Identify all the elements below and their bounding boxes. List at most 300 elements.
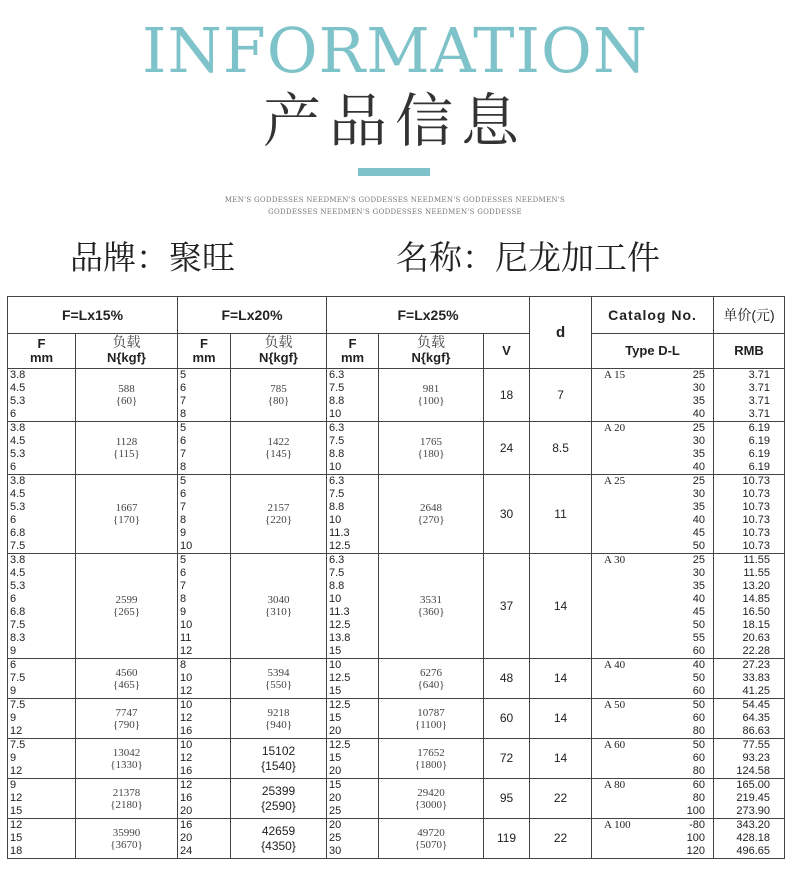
load20-cell: [231, 369, 327, 422]
dl-length: 80: [692, 792, 706, 804]
type-dl-cell: [592, 422, 714, 436]
f15-value: 6.8: [8, 527, 76, 540]
dl-length: 30: [692, 567, 706, 579]
tagline-line-1: MEN'S GODDESSES NEEDMEN'S GODDESSES NEEDMEN'S GODDESSES NEEDMEN'S: [224, 196, 566, 204]
rmb-price: 33.83: [714, 672, 785, 685]
type-dl-cell: [592, 765, 714, 779]
type-dl-cell: [592, 672, 714, 685]
dl-length: 50: [692, 540, 706, 552]
load25-n: 1765: [420, 436, 442, 448]
header-f15: F=Lx15%: [8, 297, 178, 334]
type-dl-cell: [592, 752, 714, 765]
load20-cell: [231, 659, 327, 699]
d-value: 22: [530, 779, 592, 819]
info-title-en: INFORMATION: [141, 14, 649, 87]
load25-kgf: {360}: [417, 606, 445, 618]
dl-length: 120: [686, 845, 706, 857]
v-value: 72: [484, 739, 530, 779]
load20-kgf: {4350}: [261, 838, 296, 853]
f15-value: 12: [8, 725, 76, 739]
dl-length: 100: [686, 805, 706, 817]
load15-n: 588: [118, 383, 135, 395]
load25-cell: [379, 422, 484, 475]
type-dl-cell: [592, 832, 714, 845]
table-row: [8, 659, 785, 673]
f20-value: 7: [178, 448, 231, 461]
rmb-price: 11.55: [714, 554, 785, 568]
f25-value: 15: [327, 779, 379, 793]
rmb-price: 13.20: [714, 580, 785, 593]
f15-value: 7.5: [8, 540, 76, 554]
header-rmb: RMB: [714, 334, 785, 369]
load25-cell: [379, 739, 484, 779]
f15-value: 18: [8, 845, 76, 859]
f15-value: 5.3: [8, 501, 76, 514]
load20-kgf: {310}: [264, 606, 293, 618]
f15-value: 3.8: [8, 554, 76, 568]
dl-length: 45: [692, 527, 706, 539]
rmb-price: 10.73: [714, 514, 785, 527]
f20-value: 8: [178, 659, 231, 673]
f25-value: 11.3: [327, 606, 379, 619]
load20-n: 42659: [261, 823, 296, 838]
f25-value: 15: [327, 685, 379, 699]
load15-cell: [76, 422, 178, 475]
load15-kgf: {1330}: [110, 758, 143, 771]
load15-kgf: {265}: [112, 606, 141, 618]
catalog-code: A 15: [604, 369, 626, 381]
load25-n: 2648: [420, 502, 442, 514]
f20-value: 24: [178, 845, 231, 859]
load15-cell: [76, 475, 178, 554]
dl-length: 40: [692, 514, 706, 526]
dl-length: 30: [692, 382, 706, 394]
dl-length: 50: [692, 672, 706, 684]
header-f25-f: F mm: [327, 334, 379, 369]
f15-value: 7.5: [8, 619, 76, 632]
f15-value: 12: [8, 765, 76, 779]
rmb-price: 22.28: [714, 645, 785, 659]
dl-length: 30: [692, 435, 706, 447]
dl-length: 40: [692, 593, 706, 605]
d-value: 14: [530, 739, 592, 779]
tagline-line-2: GODDESSES NEEDMEN'S GODDESSES NEEDMEN'S GODDESSE: [268, 208, 522, 216]
f20-value: 7: [178, 580, 231, 593]
catalog-code: A 40: [604, 659, 626, 671]
f20-value: 6: [178, 382, 231, 395]
type-dl-cell: [592, 435, 714, 448]
d-value: 14: [530, 659, 592, 699]
load25-kgf: {1800}: [414, 758, 448, 771]
load25-cell: [379, 369, 484, 422]
f15-value: 4.5: [8, 435, 76, 448]
load25-kgf: {3000}: [414, 798, 448, 811]
type-dl-cell: [592, 659, 714, 673]
f25-value: 10: [327, 408, 379, 422]
f15-value: 9: [8, 712, 76, 725]
f25-value: 11.3: [327, 527, 379, 540]
load15-n: 1128: [115, 436, 138, 448]
load25-cell: [379, 779, 484, 819]
info-title-cn: 产品信息: [262, 87, 527, 155]
load25-cell: [379, 475, 484, 554]
load25-kgf: {1100}: [414, 718, 448, 731]
load25-cell: [379, 819, 484, 859]
dl-length: -80: [689, 819, 706, 831]
type-dl-cell: [592, 619, 714, 632]
f20-value: 8: [178, 408, 231, 422]
f15-value: 6: [8, 461, 76, 475]
load20-n: 5394: [267, 666, 290, 679]
f20-value: 10: [178, 540, 231, 554]
rmb-price: 10.73: [714, 488, 785, 501]
load15-cell: [76, 554, 178, 659]
type-dl-cell: [592, 632, 714, 645]
spec-table-body: [8, 369, 785, 859]
f20-value: 9: [178, 527, 231, 540]
load25-n: 10787: [417, 706, 445, 719]
header-v: V: [484, 334, 530, 369]
rmb-price: 10.73: [714, 527, 785, 540]
load20-n: 1422: [267, 436, 290, 448]
f20-value: 6: [178, 435, 231, 448]
type-dl-cell: [592, 819, 714, 833]
f20-value: 16: [178, 725, 231, 739]
catalog-code: A 80: [604, 779, 626, 791]
rmb-price: 10.73: [714, 540, 785, 554]
f20-value: 6: [178, 567, 231, 580]
header-f15-load: 负载 N{kgf}: [76, 334, 178, 369]
table-row: [8, 779, 785, 793]
f20-value: 5: [178, 422, 231, 436]
rmb-price: 428.18: [714, 832, 785, 845]
f15-value: 9: [8, 685, 76, 699]
type-dl-cell: [592, 540, 714, 554]
load15-kgf: {790}: [112, 718, 141, 731]
f25-value: 7.5: [327, 382, 379, 395]
f15-value: 4.5: [8, 488, 76, 501]
f20-value: 5: [178, 369, 231, 383]
catalog-code: A 50: [604, 699, 626, 711]
rmb-price: 11.55: [714, 567, 785, 580]
header-f20: F=Lx20%: [178, 297, 327, 334]
table-row: [8, 475, 785, 489]
table-row: [8, 369, 785, 383]
dl-length: 50: [692, 699, 706, 711]
f20-value: 12: [178, 779, 231, 793]
load25-cell: [379, 659, 484, 699]
header-d: d: [530, 297, 592, 369]
type-dl-cell: [592, 699, 714, 713]
dl-length: 40: [692, 659, 706, 671]
f20-value: 10: [178, 672, 231, 685]
load20-n: 15102: [261, 743, 296, 758]
load25-n: 3531: [420, 594, 442, 606]
f25-value: 10: [327, 514, 379, 527]
product-name-label: 名称：尼龙加工件: [396, 238, 660, 277]
rmb-price: 165.00: [714, 779, 785, 793]
dl-length: 40: [692, 408, 706, 420]
f25-value: 6.3: [327, 422, 379, 436]
type-dl-cell: [592, 805, 714, 819]
type-dl-cell: [592, 645, 714, 659]
f20-value: 20: [178, 805, 231, 819]
f15-value: 6: [8, 408, 76, 422]
f25-value: 20: [327, 765, 379, 779]
load15-n: 4560: [115, 666, 138, 679]
dl-length: 60: [692, 645, 706, 657]
load25-cell: [379, 699, 484, 739]
f25-value: 30: [327, 845, 379, 859]
f20-value: 11: [178, 632, 231, 645]
dl-length: 25: [692, 475, 706, 487]
f15-value: 15: [8, 832, 76, 845]
f15-value: 6: [8, 593, 76, 606]
load15-kgf: {170}: [112, 514, 141, 526]
type-dl-cell: [592, 448, 714, 461]
f20-value: 16: [178, 765, 231, 779]
table-row: [8, 422, 785, 436]
dl-length: 80: [692, 725, 706, 737]
dl-length: 25: [692, 422, 706, 434]
load25-n: 17652: [417, 746, 445, 759]
load15-kgf: {60}: [115, 395, 138, 407]
load15-cell: [76, 739, 178, 779]
rmb-price: 3.71: [714, 408, 785, 422]
load20-kgf: {1540}: [261, 758, 296, 773]
type-dl-cell: [592, 527, 714, 540]
f15-value: 6: [8, 514, 76, 527]
type-dl-cell: [592, 382, 714, 395]
f25-value: 25: [327, 832, 379, 845]
rmb-price: 64.35: [714, 712, 785, 725]
dl-length: 55: [692, 632, 706, 644]
load15-n: 21378: [112, 786, 141, 799]
header-f20-f: F mm: [178, 334, 231, 369]
dl-length: 25: [692, 554, 706, 566]
rmb-price: 10.73: [714, 475, 785, 489]
brand-label: 品牌：聚旺: [70, 238, 235, 277]
dl-length: 25: [692, 369, 706, 381]
f15-value: 9: [8, 645, 76, 659]
v-value: 95: [484, 779, 530, 819]
rmb-price: 6.19: [714, 461, 785, 475]
load20-kgf: {220}: [264, 514, 293, 526]
load15-kgf: {3670}: [110, 838, 143, 851]
f25-value: 10: [327, 659, 379, 673]
type-dl-cell: [592, 606, 714, 619]
load20-n: 2157: [267, 502, 290, 514]
load25-kgf: {180}: [417, 448, 445, 460]
v-value: 24: [484, 422, 530, 475]
v-value: 18: [484, 369, 530, 422]
f20-value: 10: [178, 619, 231, 632]
rmb-price: 3.71: [714, 369, 785, 383]
catalog-code: A 25: [604, 475, 626, 487]
title-underline-bar: [358, 168, 430, 176]
f25-value: 12.5: [327, 540, 379, 554]
f25-value: 15: [327, 712, 379, 725]
dl-length: 35: [692, 448, 706, 460]
rmb-price: 77.55: [714, 739, 785, 753]
rmb-price: 86.63: [714, 725, 785, 739]
load20-n: 3040: [267, 594, 290, 606]
load25-kgf: {640}: [417, 678, 445, 691]
table-row: [8, 554, 785, 568]
load20-n: 9218: [267, 706, 290, 719]
f20-value: 16: [178, 792, 231, 805]
f25-value: 7.5: [327, 435, 379, 448]
f15-value: 7.5: [8, 672, 76, 685]
f15-value: 3.8: [8, 475, 76, 489]
f20-value: 6: [178, 488, 231, 501]
load20-cell: [231, 554, 327, 659]
f15-value: 7.5: [8, 699, 76, 713]
type-dl-cell: [592, 408, 714, 422]
d-value: 14: [530, 554, 592, 659]
type-dl-cell: [592, 514, 714, 527]
catalog-code: A 60: [604, 739, 626, 751]
f25-value: 7.5: [327, 567, 379, 580]
load15-cell: [76, 369, 178, 422]
type-dl-cell: [592, 461, 714, 475]
load20-cell: [231, 422, 327, 475]
type-dl-cell: [592, 792, 714, 805]
load20-cell: [231, 779, 327, 819]
f15-value: 6: [8, 659, 76, 673]
dl-length: 50: [692, 739, 706, 751]
f20-value: 7: [178, 395, 231, 408]
load25-kgf: {100}: [417, 395, 445, 407]
type-dl-cell: [592, 488, 714, 501]
dl-length: 60: [692, 779, 706, 791]
f20-value: 8: [178, 514, 231, 527]
f25-value: 8.8: [327, 448, 379, 461]
load15-n: 1667: [115, 502, 138, 514]
load20-kgf: {550}: [264, 678, 293, 691]
type-dl-cell: [592, 554, 714, 568]
f15-value: 15: [8, 805, 76, 819]
type-dl-cell: [592, 725, 714, 739]
rmb-price: 219.45: [714, 792, 785, 805]
dl-length: 35: [692, 395, 706, 407]
load25-n: 49720: [417, 826, 445, 839]
dl-length: 60: [692, 752, 706, 764]
header-type-dl: Type D-L: [592, 334, 714, 369]
type-dl-cell: [592, 501, 714, 514]
header-catalog-no: Catalog No.: [592, 297, 714, 334]
type-dl-cell: [592, 580, 714, 593]
f15-value: 5.3: [8, 395, 76, 408]
load20-kgf: {80}: [267, 395, 290, 407]
d-value: 7: [530, 369, 592, 422]
load15-n: 2599: [115, 594, 138, 606]
f15-value: 5.3: [8, 448, 76, 461]
f15-value: 4.5: [8, 382, 76, 395]
rmb-price: 124.58: [714, 765, 785, 779]
type-dl-cell: [592, 369, 714, 383]
load15-cell: [76, 819, 178, 859]
f20-value: 5: [178, 554, 231, 568]
type-dl-cell: [592, 395, 714, 408]
rmb-price: 6.19: [714, 435, 785, 448]
f25-value: 7.5: [327, 488, 379, 501]
load25-n: 29420: [417, 786, 445, 799]
load20-kgf: {145}: [264, 448, 293, 460]
load20-n: 25399: [261, 783, 296, 798]
type-dl-cell: [592, 779, 714, 793]
d-value: 8.5: [530, 422, 592, 475]
f20-value: 12: [178, 645, 231, 659]
dl-length: 35: [692, 501, 706, 513]
v-value: 30: [484, 475, 530, 554]
rmb-price: 93.23: [714, 752, 785, 765]
dl-length: 60: [692, 685, 706, 697]
dl-length: 45: [692, 606, 706, 618]
catalog-code: A 20: [604, 422, 626, 434]
load20-kgf: {940}: [264, 718, 293, 731]
table-row: [8, 819, 785, 833]
f20-value: 12: [178, 685, 231, 699]
rmb-price: 10.73: [714, 501, 785, 514]
d-value: 14: [530, 699, 592, 739]
header-f20-load: 负载 N{kgf}: [231, 334, 327, 369]
f25-value: 13.8: [327, 632, 379, 645]
dl-length: 35: [692, 580, 706, 592]
f20-value: 8: [178, 593, 231, 606]
catalog-code: A 100: [604, 819, 631, 831]
header-f25: F=Lx25%: [327, 297, 530, 334]
dl-length: 60: [692, 712, 706, 724]
v-value: 37: [484, 554, 530, 659]
load20-cell: [231, 475, 327, 554]
type-dl-cell: [592, 567, 714, 580]
f25-value: 12.5: [327, 699, 379, 713]
f15-value: 3.8: [8, 369, 76, 383]
f25-value: 8.8: [327, 501, 379, 514]
f25-value: 10: [327, 461, 379, 475]
dl-length: 50: [692, 619, 706, 631]
f20-value: 7: [178, 501, 231, 514]
f15-value: 3.8: [8, 422, 76, 436]
f20-value: 10: [178, 739, 231, 753]
f20-value: 16: [178, 819, 231, 833]
f25-value: 6.3: [327, 369, 379, 383]
rmb-price: 273.90: [714, 805, 785, 819]
header-f25-load: 负载 N{kgf}: [379, 334, 484, 369]
rmb-price: 41.25: [714, 685, 785, 699]
load20-cell: [231, 699, 327, 739]
f15-value: 12: [8, 819, 76, 833]
rmb-price: 27.23: [714, 659, 785, 673]
load20-kgf: {2590}: [261, 798, 296, 813]
f25-value: 12.5: [327, 672, 379, 685]
rmb-price: 496.65: [714, 845, 785, 859]
load15-n: 35990: [112, 826, 141, 839]
rmb-price: 18.15: [714, 619, 785, 632]
f25-value: 20: [327, 819, 379, 833]
load25-n: 981: [422, 383, 440, 395]
type-dl-cell: [592, 712, 714, 725]
catalog-code: A 30: [604, 554, 626, 566]
f20-value: 9: [178, 606, 231, 619]
f25-value: 12.5: [327, 739, 379, 753]
f25-value: 10: [327, 593, 379, 606]
load25-cell: [379, 554, 484, 659]
dl-length: 80: [692, 765, 706, 777]
type-dl-cell: [592, 475, 714, 489]
f20-value: 5: [178, 475, 231, 489]
